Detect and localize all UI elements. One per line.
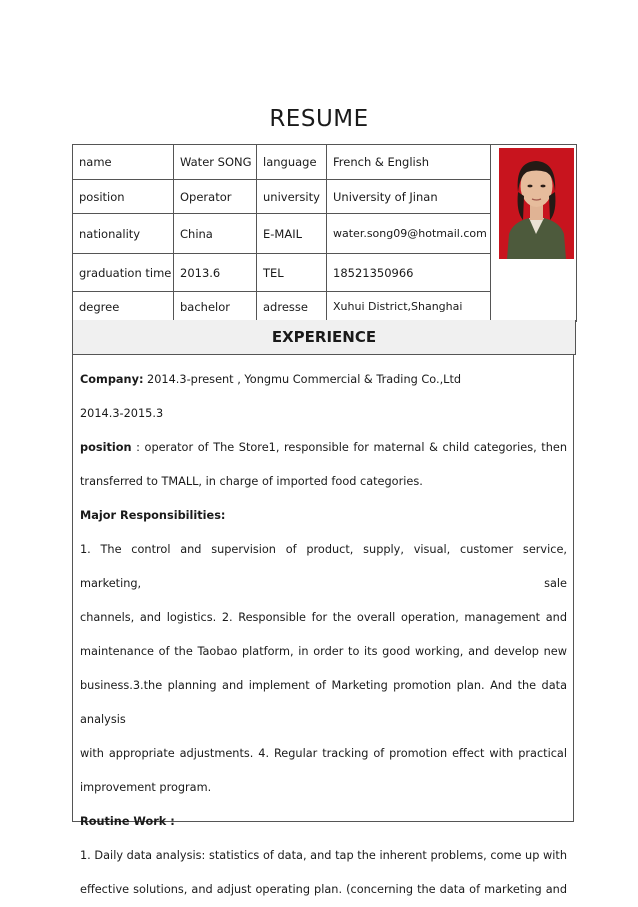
resume-title: RESUME [269,106,369,132]
graduation-value: 2013.6 [174,254,257,292]
personal-info-table [72,144,577,322]
photo-cell [491,145,577,322]
degree-label: degree [73,292,174,322]
routine-line: 1. Daily data analysis: statistics of data, and tap the inherent problems, come up with [80,849,567,862]
position-label: position [73,180,174,214]
university-value: University of Jinan [327,180,491,214]
graduation-label: graduation time [73,254,174,292]
email-label: E-MAIL [257,214,327,254]
language-value: French & English [327,145,491,180]
period-line: 2014.3-2015.3 [80,407,164,420]
major-line: maintenance of the Taobao platform, in order to its good working, and develop new [80,645,567,658]
company-label: Company: [80,373,144,386]
company-line [80,363,567,397]
nationality-label: nationality [73,214,174,254]
address-label: adresse [257,292,327,322]
major-line: with appropriate adjustments. 4. Regular tracking of promotion effect with practical [80,747,567,760]
university-label: university [257,180,327,214]
major-line: channels, and logistics. 2. Responsible for the overall operation, management and [80,611,567,624]
major-line: improvement program. [80,781,212,794]
address-value: Xuhui District,Shanghai [327,292,491,322]
name-value: Water SONG [174,145,257,180]
experience-heading: EXPERIENCE [72,320,576,355]
position-line [80,431,567,465]
profile-photo-icon [499,148,574,259]
tel-value: 18521350966 [327,254,491,292]
major-line: 1. The control and supervision of product, supply, visual, customer service, marketing, sale [80,543,567,590]
routine-work-label: Routine Work : [80,815,175,828]
major-line: business.3.the planning and implement of Marketing promotion plan. And the data analysis [80,679,567,726]
routine-line: effective solutions, and adjust operating plan. (concerning the data of marketing and [80,883,567,896]
language-label: language [257,145,327,180]
company-value: 2014.3-present , Yongmu Commercial & Trading Co.,Ltd [143,373,462,386]
position-value: Operator [174,180,257,214]
name-label: name [73,145,174,180]
profile-photo [499,148,574,259]
degree-value: bachelor [174,292,257,322]
tel-label: TEL [257,254,327,292]
nationality-value: China [174,214,257,254]
experience-body [72,355,574,896]
major-responsibilities-label: Major Responsibilities: [80,509,226,522]
position-text: : operator of The Store1, responsible for maternal & child categories, then [131,441,567,454]
email-value: water.song09@hotmail.com [327,214,491,254]
position-label: position [80,441,132,454]
position-line-2: transferred to TMALL, in charge of imported food categories. [80,475,423,488]
